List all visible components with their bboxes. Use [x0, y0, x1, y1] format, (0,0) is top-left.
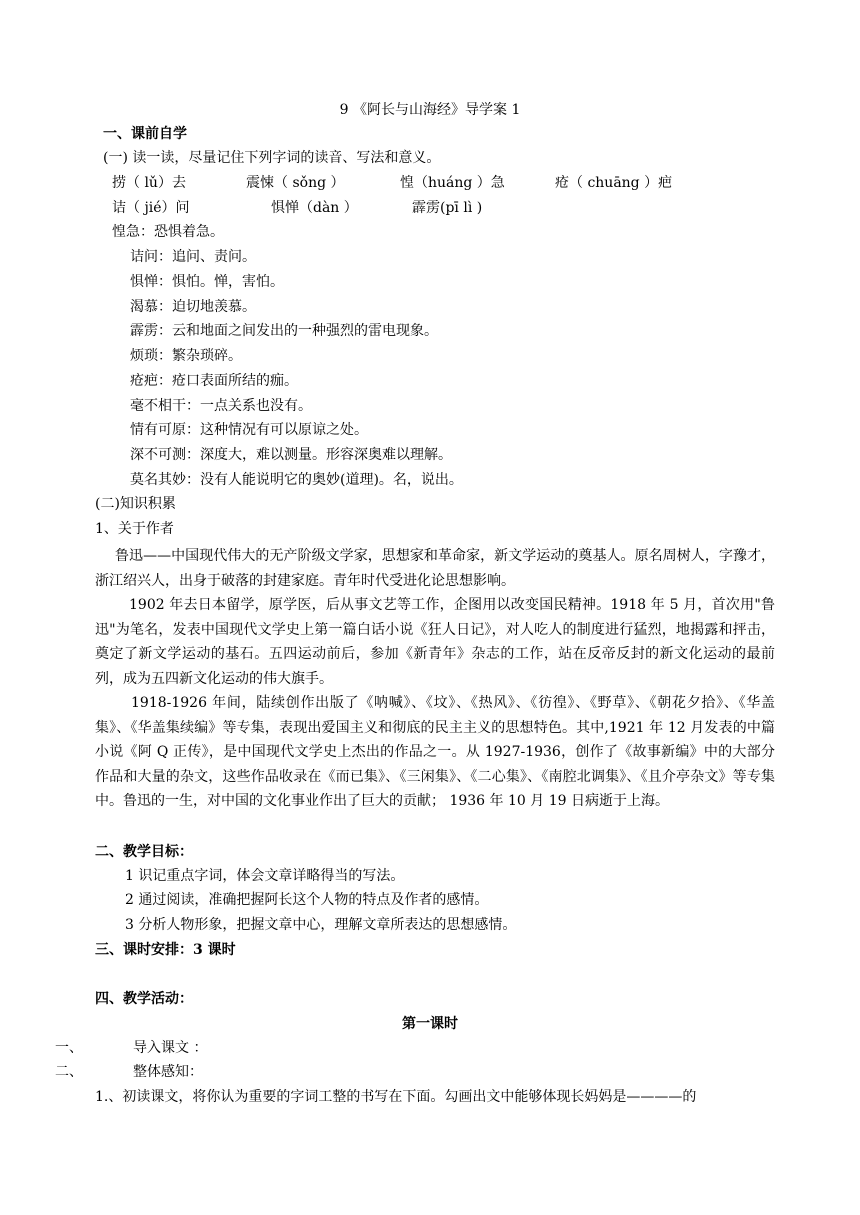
lesson-heading: 第一课时	[402, 1016, 458, 1032]
author-bio-paragraph: 1918-1926 年间，陆续创作出版了《呐喊》、《坟》、《热风》、《彷徨》、《野草》、《朝花夕拾》、《华盖集》、《华盖集续编》等专集，表现出爱国主义和彻底的民主主义的思想特色。其中,1921 年 12 月发表的中篇小说《阿 Q 正传》，是中国现代文学史上杰出的作品之一。从 1927-1936，创作了《故事新编》中的大部分作品和大量的杂文，这些作品收录在《而已集》、《三闲集》、《二心集》、《南腔北调集》、《且介亭杂文》等专集中。鲁迅的一生，对中国的文化事业作出了巨大的贡献； 1936 年 10 月 19 日病逝于上海。	[95, 695, 775, 809]
about-author-heading: 1、关于作者	[95, 521, 174, 537]
pinyin-item: 捞（ lǔ）去	[112, 175, 186, 191]
definition-item: 惧惮：惧怕。惮，害怕。	[130, 274, 284, 290]
definition-item: 霹雳：云和地面之间发出的一种强烈的雷电现象。	[130, 323, 438, 339]
subsection-1-heading: (一) 读一读，尽量记住下列字词的读音、写法和意义。	[103, 150, 441, 166]
step-number: 二、	[55, 1064, 83, 1080]
pinyin-item: 疮（ chuāng ）疤	[555, 175, 673, 191]
definition-item: 情有可原：这种情况有可以原谅之处。	[130, 422, 368, 438]
pinyin-item: 霹雳(pī lì )	[412, 200, 483, 216]
section-1-heading: 一、课前自学	[103, 126, 187, 142]
author-bio-paragraph: 鲁迅——中国现代伟大的无产阶级文学家，思想家和革命家，新文学运动的奠基人。原名周树人，字豫才，浙江绍兴人，出身于破落的封建家庭。青年时代受进化论思想影响。	[95, 548, 775, 589]
definition-item: 莫名其妙：没有人能说明它的奥妙(道理)。名，说出。	[130, 472, 463, 488]
pinyin-item: 惶（huáng ）急	[400, 175, 505, 191]
step-label: 导入课文 ：	[133, 1040, 208, 1056]
step-label: 整体感知：	[133, 1064, 203, 1080]
author-bio-paragraph: 1902 年去日本留学，原学医，后从事文艺等工作，企图用以改变国民精神。1918 年 5 月，首次用"鲁迅"为笔名，发表中国现代文学史上第一篇白话小说《狂人日记》，对人吃人的制度进行猛烈，地揭露和抨击，奠定了新文学运动的基石。五四运动前后，参加《新青年》杂志的工作，站在反帝反封的新文化运动的最前列，成为五四新文化运动的伟大旗手。	[95, 597, 775, 687]
task-item: 1.、初读课文，将你认为重要的字词工整的书写在下面。勾画出文中能够体现长妈妈是————的	[95, 1089, 697, 1105]
section-2-heading: 二、教学目标：	[95, 844, 193, 860]
document-title: 9 《阿长与山海经》导学案 1	[339, 102, 521, 118]
pinyin-item: 震悚（ sǒng ）	[246, 175, 345, 191]
subsection-2-heading: (二)知识积累	[95, 496, 176, 512]
definition-item: 诘问：追问、责问。	[130, 249, 256, 265]
teaching-goal: 2 通过阅读，准确把握阿长这个人物的特点及作者的感情。	[125, 892, 489, 908]
teaching-goal: 1 识记重点字词，体会文章详略得当的写法。	[125, 868, 405, 884]
definition-item: 惶急：恐惧着急。	[112, 224, 224, 240]
definition-item: 毫不相干：一点关系也没有。	[130, 398, 312, 414]
section-4-heading: 四、教学活动：	[95, 991, 193, 1007]
definition-item: 烦琐：繁杂琐碎。	[130, 348, 242, 364]
step-number: 一、	[55, 1040, 83, 1056]
section-3-heading: 三、课时安排：3 课时	[95, 942, 236, 958]
teaching-goal: 3 分析人物形象，把握文章中心，理解文章所表达的思想感情。	[125, 917, 517, 933]
definition-item: 渴慕：迫切地羡慕。	[130, 299, 256, 315]
pinyin-item: 惧惮（dàn ）	[271, 200, 358, 216]
definition-item: 深不可测：深度大，难以测量。形容深奥难以理解。	[130, 447, 452, 463]
pinyin-item: 诘（ jié）问	[112, 200, 190, 216]
definition-item: 疮疤：疮口表面所结的痂。	[130, 373, 298, 389]
